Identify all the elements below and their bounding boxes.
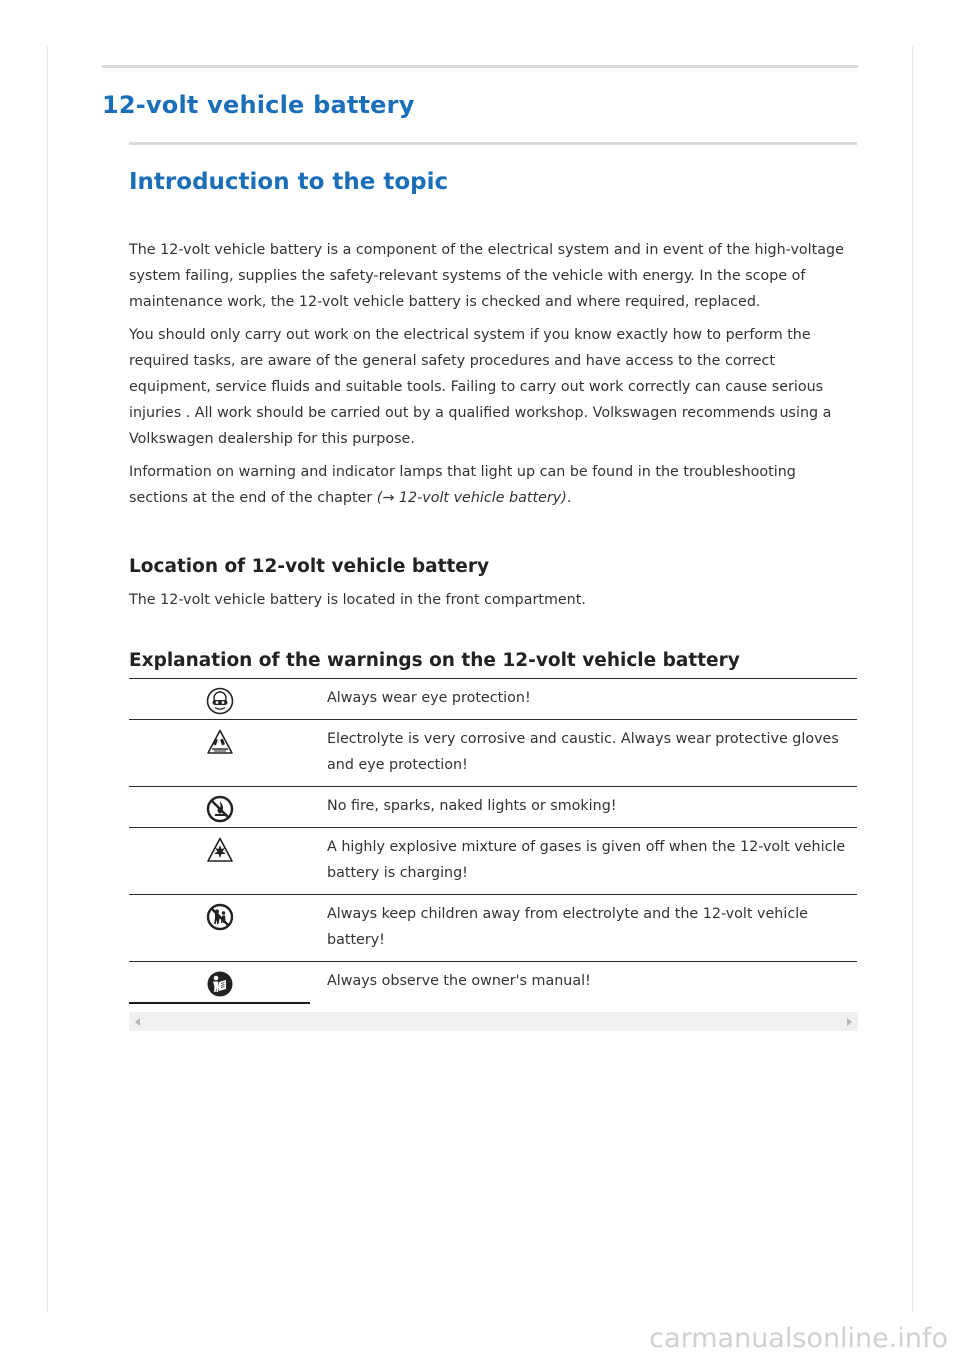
scroll-left-icon[interactable] [135, 1018, 140, 1026]
keep-children-away-icon [206, 903, 234, 931]
paragraph-3-text: Information on warning and indicator lamps that light up can be found in the troubleshooting sections at the end of the chapter [129, 464, 796, 506]
no-fire-icon [206, 795, 234, 823]
table-row [129, 828, 857, 895]
watermark: carmanualsonline.info [649, 1323, 948, 1354]
warning-text: Electrolyte is very corrosive and caustic. Always wear protective gloves and eye protection! [327, 731, 839, 773]
table-row [129, 962, 857, 1002]
warning-text: No fire, sparks, naked lights or smoking! [327, 798, 617, 814]
intro-paragraph-1: The 12-volt vehicle battery is a component of the electrical system and in event of the high-voltage system failing, supplies the safety-relevant systems of the vehicle with energy. In the scope of maintenance work, the 12-volt vehicle battery is checked and where required, replaced. [129, 242, 844, 310]
intro-title: Introduction to the topic [129, 169, 449, 195]
warning-text: A highly explosive mixture of gases is given off when the 12-volt vehicle battery is charging! [327, 839, 846, 881]
section-title: 12-volt vehicle battery [102, 91, 415, 119]
table-row [129, 720, 857, 787]
explosive-hazard-icon [206, 836, 234, 864]
corrosive-hazard-icon [206, 728, 234, 756]
right-margin-line [912, 46, 913, 1312]
warning-text: Always keep children away from electrolyte and the 12-volt vehicle battery! [327, 906, 808, 948]
intro-divider [129, 142, 857, 145]
owners-manual-icon [206, 970, 234, 998]
location-text: The 12-volt vehicle battery is located in the front compartment. [129, 592, 586, 608]
left-margin-line [47, 46, 48, 1312]
table-row [129, 895, 857, 962]
warning-text: Always wear eye protection! [327, 690, 531, 706]
location-heading: Location of 12-volt vehicle battery [129, 556, 490, 577]
warning-text: Always observe the owner's manual! [327, 973, 591, 989]
scroll-right-icon[interactable] [847, 1018, 852, 1026]
warnings-table [129, 678, 857, 1004]
eye-protection-icon [206, 687, 234, 715]
intro-paragraph-2: You should only carry out work on the electrical system if you know exactly how to perform the required tasks, are aware of the general safety procedures and have access to the correct equipment, service fluids and suitable tools. Failing to carry out work correctly can cause serious injuries . All work should be carried out by a qualified workshop. Volkswagen recommends using a Volkswagen dealership for this purpose. [129, 327, 832, 447]
horizontal-scrollbar[interactable] [129, 1012, 858, 1031]
intro-content [129, 237, 859, 511]
paragraph-3-end: . [566, 490, 572, 506]
warnings-heading: Explanation of the warnings on the 12-volt vehicle battery [129, 650, 740, 671]
top-divider [102, 65, 858, 68]
cross-reference-link[interactable]: (→ 12-volt vehicle battery) [376, 490, 567, 506]
table-row [129, 679, 857, 720]
intro-paragraph-3 [129, 459, 859, 511]
table-row [129, 787, 857, 828]
icon-column-bottom-rule [129, 1002, 310, 1004]
